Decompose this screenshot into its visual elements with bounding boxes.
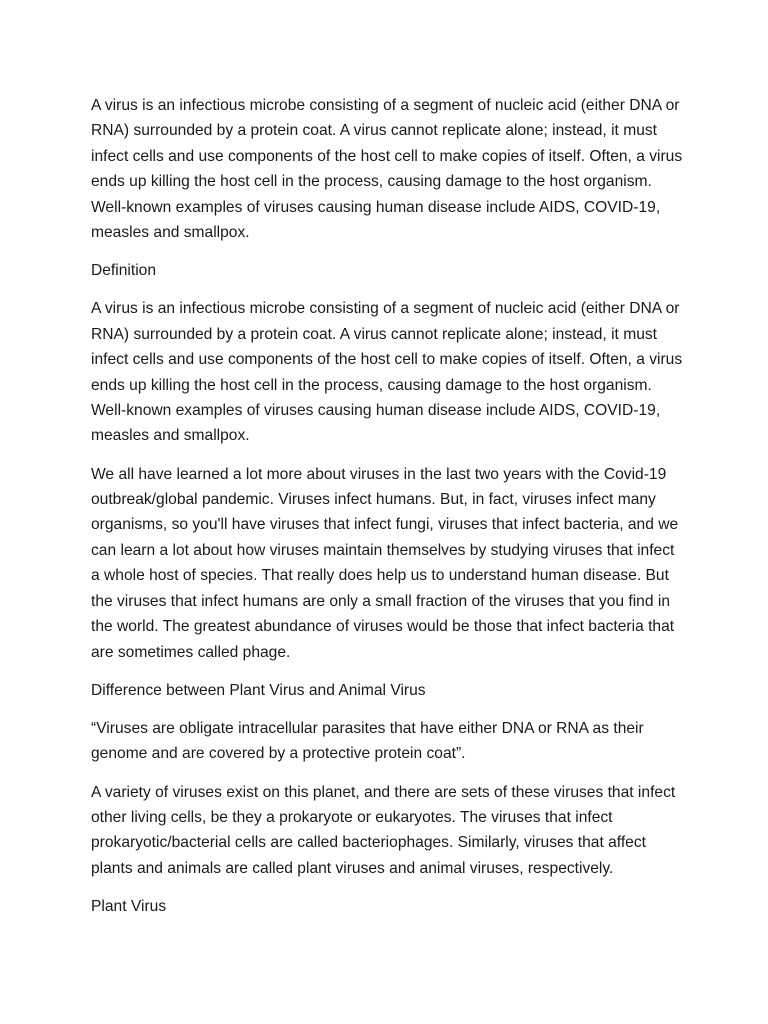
heading-difference: Difference between Plant Virus and Animal Virus	[91, 681, 426, 699]
heading-definition: Definition	[91, 262, 157, 280]
heading-plant-virus: Plant Virus	[91, 897, 167, 915]
definition-paragraph: A virus is an infectious microbe consisting of a segment of nucleic acid (either DNA or RNA) surrounded by a protein coat. A virus cannot replicate alone; instead, it must infect cells and use components of the host cell to make copies of itself. Often, a virus ends up killing the host cell in the process, causing damage to the host organism. Well-known examples of viruses causing human disease include AIDS, COVID-19, measles and smallpox.	[91, 300, 683, 445]
document-body	[91, 93, 687, 932]
intro-paragraph: A virus is an infectious microbe consisting of a segment of nucleic acid (either DNA or RNA) surrounded by a protein coat. A virus cannot replicate alone; instead, it must infect cells and use components of the host cell to make copies of itself. Often, a virus ends up killing the host cell in the process, causing damage to the host organism. Well-known examples of viruses causing human disease include AIDS, COVID-19, measles and smallpox.	[91, 97, 683, 242]
variety-paragraph: A variety of viruses exist on this planet, and there are sets of these viruses that infect other living cells, be they a prokaryote or eukaryotes. The viruses that infect prokaryotic/bacterial cells are called bacteriophages. Similarly, viruses that affect plants and animals are called plant viruses and animal viruses, respectively.	[91, 783, 676, 877]
quote-paragraph: “Viruses are obligate intracellular parasites that have either DNA or RNA as their genome and are covered by a protective protein coat”.	[91, 719, 644, 763]
covid-paragraph: We all have learned a lot more about viruses in the last two years with the Covid-19 outbreak/global pandemic. Viruses infect humans. But, in fact, viruses infect many organisms, so you'll have viruses that infect fungi, viruses that infect bacteria, and we can learn a lot about how viruses maintain themselves by studying viruses that infect a whole host of species. That really does help us to understand human disease. But the viruses that infect humans are only a small fraction of the viruses that you find in the world. The greatest abundance of viruses would be those that infect bacteria that are sometimes called phage.	[91, 465, 679, 661]
